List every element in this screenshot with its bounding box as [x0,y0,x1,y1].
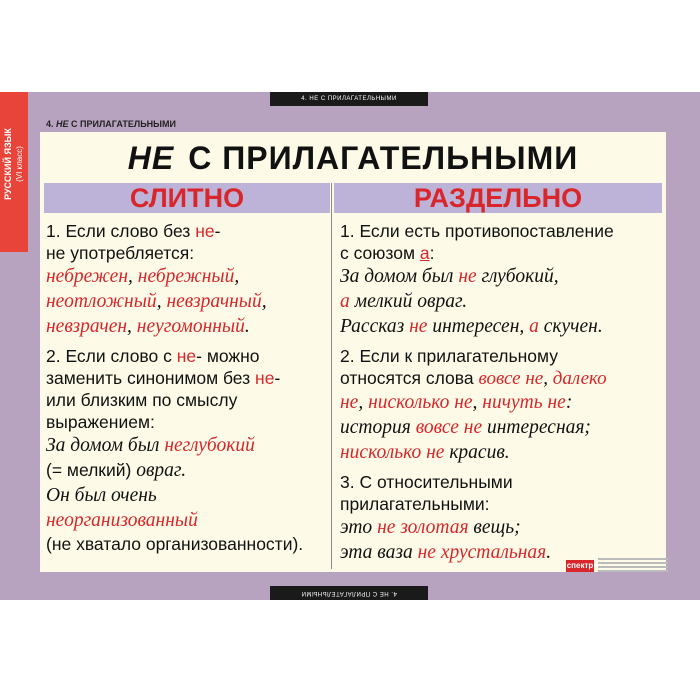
text: , [156,291,167,312]
right-column [340,220,662,565]
rule-2-line [46,367,328,389]
example-line [46,314,328,339]
rule-1-line-1 [46,220,328,242]
text: золотая [400,517,469,538]
text: не [195,221,215,241]
example-line [46,264,328,289]
text: далеко [552,368,607,389]
rule-2-line: выражением: [46,412,155,432]
example-line: неорганизованный [46,510,198,531]
text: мелкий овраг. [349,291,468,312]
rule-1-line: 1. Если есть противопоставление [340,221,614,241]
example-line [340,289,662,314]
text: , [127,316,137,337]
text: (= мелкий) [46,460,137,480]
top-strip: 4. НЕ С ПРИЛАГАТЕЛЬНЫМИ [270,92,428,106]
text: небрежный [137,266,235,287]
text: не [340,392,359,413]
rule-2-line [46,345,328,367]
publisher-fine-print [598,558,668,572]
example-line [340,264,662,289]
text: , [128,266,138,287]
text: это [340,517,378,538]
rule-1-line-2: не употребляется: [46,243,195,263]
text: 1. Если слово без [46,221,196,241]
text: неглубокий [164,435,255,456]
text: не [176,346,197,366]
text: , [234,266,240,287]
example-line [340,515,662,540]
text: - можно [196,346,260,366]
text: скучен. [538,316,603,337]
text: не [255,368,275,388]
text: заменить синонимом без [46,368,256,388]
text: относятся слова [340,368,479,388]
text: - [274,368,281,388]
text: : [429,243,435,263]
sidebar-grade: (VI класс) [15,146,24,182]
subheader-rest: С ПРИЛАГАТЕЛЬНЫМИ [68,119,176,129]
example-line: Он был очень [46,485,157,506]
example-line [340,415,662,440]
section-subheader: 4. НЕ С ПРИЛАГАТЕЛЬНЫМИ [46,119,176,129]
text: невзрачен [46,316,128,337]
text: За домом был [340,266,459,287]
text: глубокий, [476,266,559,287]
text: не [377,517,396,538]
text: не [458,266,477,287]
rule-3-line: прилагательными: [340,494,490,514]
rule-3-line: 3. С относительными [340,472,513,492]
rule-1-line [340,242,662,264]
text: интересен, [427,316,530,337]
column-divider [331,183,332,569]
text: а [529,316,539,337]
text: хрустальная [440,542,547,563]
text: неугомонный [136,316,245,337]
text: красив. [444,442,510,463]
sidebar-label [3,99,27,229]
text: небрежен [46,266,129,287]
example-line [46,433,328,458]
text: . [244,316,250,337]
text: 2. Если слово с [46,346,177,366]
text: За домом был [46,435,165,456]
text: , [358,392,369,413]
rule-2-line: 2. Если к прилагательному [340,346,558,366]
text: нисколько не [340,442,445,463]
text: эта ваза [340,542,418,563]
text: нисколько не [368,392,473,413]
text: , [543,368,553,389]
text: не [409,316,428,337]
publisher-logo: спектр [566,561,594,570]
sidebar-title: РУССКИЙ ЯЗЫК [3,128,13,200]
text: ничуть не [482,392,566,413]
example-line [46,289,328,314]
subheader-ne: НЕ [56,119,69,129]
title-rest: С ПРИЛАГАТЕЛЬНЫМИ [188,140,579,176]
note-line: (не хватало организованности). [46,534,304,554]
example-line [46,458,328,483]
example-line [340,390,662,415]
text: , [261,291,267,312]
column-header-razdelno: РАЗДЕЛЬНО [334,183,662,213]
example-line [340,440,662,465]
text: : [565,392,573,413]
text: , [472,392,483,413]
column-header-slitno: СЛИТНО [44,183,330,213]
text: вовсе не [478,368,544,389]
rule-2-line: или близким по смыслу [46,390,238,410]
example-line [340,314,662,339]
left-column [46,220,328,555]
text: Рассказ [340,316,410,337]
text: невзрачный [166,291,262,312]
text: вовсе не [415,417,483,438]
text: история [340,417,416,438]
text: неотложный [46,291,157,312]
text: а [419,243,430,263]
text: овраг. [136,460,187,481]
title-ne: НЕ [127,140,175,176]
page-title [40,140,666,177]
text: интересная; [482,417,591,438]
text: а [340,291,350,312]
text: вещь; [468,517,521,538]
bottom-strip: 4. НЕ С ПРИЛАГАТЕЛЬНЫМИ [270,586,428,600]
text: . [546,542,552,563]
text: не [417,542,436,563]
text: - [214,221,221,241]
text: с союзом [340,243,420,263]
rule-2-line [340,367,662,390]
